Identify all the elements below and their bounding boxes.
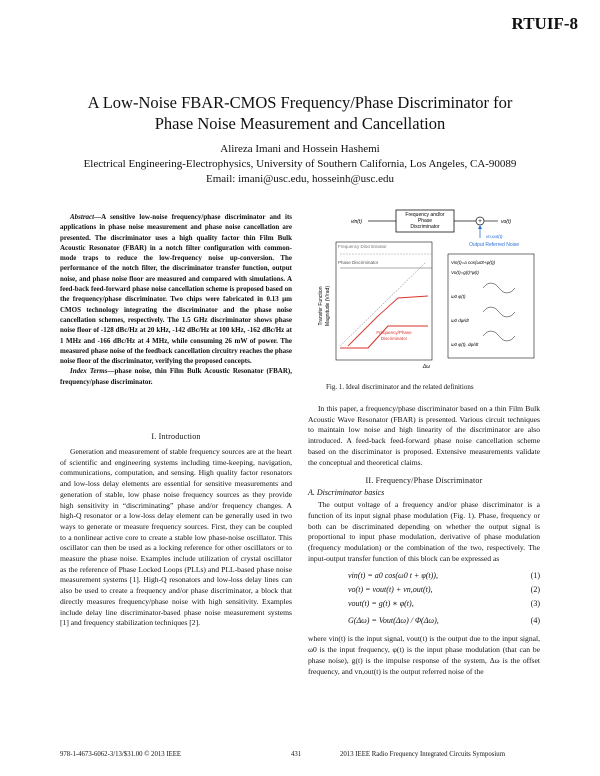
after-equation-text: where vin(t) is the input signal, vout(t) is the output due to the input signal, ω0 is the input frequency, φ(t) is the input phase modulation (that can be phase noise), g(t) is the impulse response of the system, Δω is the offset frequency, and vn,out(t) is the output referred noise of the xyxy=(308,634,540,676)
definition-5: ω0 φ(t), dφ/dt xyxy=(451,342,479,347)
index-terms-text: phase noise, thin Film Bulk Acoustic Resonator (FBAR), frequency/phase discriminator. xyxy=(60,367,292,386)
output-label: vo(t) xyxy=(501,219,511,225)
input-label: vin(t) xyxy=(350,219,362,225)
equations xyxy=(348,568,540,630)
footer-isbn: 978-1-4673-6062-3/13/$31.00 © 2013 IEEE xyxy=(60,751,182,758)
equation-3 xyxy=(348,596,540,610)
equation-2-number: (2) xyxy=(530,584,540,594)
equation-4-number: (4) xyxy=(530,615,540,625)
email: Email: imani@usc.edu, hosseinh@usc.edu xyxy=(206,173,394,185)
equation-4 xyxy=(348,610,540,630)
right-column xyxy=(308,404,540,677)
definition-4: ω0 dφ/dt xyxy=(451,318,469,323)
figure-1 xyxy=(308,206,540,386)
x-axis-label: Δω xyxy=(422,364,430,370)
equation-1-expr: vin(t) = a0 cos(ω0 t + φ(t)), xyxy=(348,570,438,580)
waveform-1 xyxy=(483,283,515,293)
footer-page-number: 431 xyxy=(291,751,302,758)
figure-1-caption: Fig. 1. Ideal discriminator and the related definitions xyxy=(326,383,474,391)
abstract-text: A sensitive low-noise frequency/phase discriminator and its applications in phase noise measurement and phase noise cancellation are presented. The discriminator uses a high quality factor thin Film Bulk Acoustic Resonator (FBAR) in a notch filter configuration with common-mode traps to reduce the low-frequency noise up-conversion. The performance of the notch filter, the discriminator transfer function, output noise, and phase noise floor are measured and compared with simulations. A feed-back feed-forward phase noise cancellation scheme is proposed based on the frequency/phase discriminator. Two chips were fabricated in 0.13 µm CMOS technology integrating the discriminator and the phase noise cancellation schemes, respectively. The 1.5 GHz discriminator shows phase noise floor of -128 dBc/Hz at 20 kHz, -142 dBc/Hz at 100 kHz, -162 dBc/Hz at 1 MHz and -166 dBc/Hz at 4 MHz, while consuming 26 mW of power. The measured phase noise of the feedback cancellation circuitry reaches the phase noise floor of the discriminator, verifying the proposed concepts. xyxy=(60,213,292,366)
definition-3: ω0 φ(t) xyxy=(451,294,466,299)
paper-id-tag: RTUIF-8 xyxy=(511,14,578,33)
definition-1: Vin(t)=a cos(ω0t+φ(t)) xyxy=(451,260,496,265)
section-2-text: The output voltage of a frequency and/or phase discriminator is a function of its input signal phase modulation (Fig. 1). Phase, frequency or both can be discriminated depending on whether the output signal is proportional to input phase modulation, derivative of phase modulation (frequency modulation) or the combination of the two, respectively. The input-output transfer function of this block can be expressed as xyxy=(308,500,540,563)
index-terms-label: Index Terms— xyxy=(70,367,115,376)
subsection-a-heading: A. Discriminator basics xyxy=(308,488,385,498)
plus-sign: + xyxy=(478,219,482,225)
equation-4-expr: G(Δω) = Vout(Δω) / Φ(Δω), xyxy=(348,615,439,625)
section-1-text: Generation and measurement of stable frequency sources are at the heart of scientific and engineering systems including time-keeping, navigation, communications, computation, and sensing. High quality factor resonators and low-loss delay elements are essential for sensitive measurements and generation of stable, low phase noise frequency sources as they provide high sensitivity in “discriminating” phase and/or frequency changes. A high-Q resonator or a low-loss delay element can be generally used in two ways to generate or measure frequency sources. First, they can be coupled to a nonlinear active core to create a stable low phase-noise oscillator. This oscillator can then be used as a locking reference for other oscillators or to measure the phase noise. Examples include utilization of crystal oscillator as the reference of Phase Locked Loops (PLLs) and PLL-based phase noise measurement systems [1]. High-Q resonators and low-loss delay lines can also be used to create a frequency and/or phase discriminator, a block that directly measures frequency/phase noise with high sensitivity. Examples include delay line discriminator-based phase noise measurement systems [1] and frequency stabilization techniques [2]. xyxy=(60,447,292,628)
block-label-2: Phase xyxy=(417,218,433,224)
section-1-heading: I. Introduction xyxy=(151,432,201,441)
section-1 xyxy=(60,432,292,629)
paper-title xyxy=(0,92,600,134)
equation-1 xyxy=(348,568,540,582)
phase-discriminator-label: Phase Discriminator xyxy=(338,260,379,265)
figure-1-diagram xyxy=(308,206,540,386)
authors: Alireza Imani and Hossein Hashemi xyxy=(220,143,380,155)
equation-2 xyxy=(348,582,540,596)
equation-2-expr: vo(t) = vout(t) + vn,out(t), xyxy=(348,584,433,594)
fp-disc-label-2: Discriminator xyxy=(380,336,408,341)
waveform-2 xyxy=(483,307,515,317)
footer-symposium: 2013 IEEE Radio Frequency Integrated Circuits Symposium xyxy=(340,751,505,758)
y-axis-label-2: Magnitude (V/rad) xyxy=(325,285,331,327)
affiliation: Electrical Engineering-Electrophysics, University of Southern California, Los Angeles, CA-90089 xyxy=(83,158,517,170)
block-label-1: Frequency and/or xyxy=(405,212,445,218)
noise-source-label: vn,out(t) xyxy=(486,234,503,239)
definition-2: Vo(t)=g(t)*φ(t) xyxy=(451,270,479,275)
abstract-label: Abstract— xyxy=(70,213,102,221)
block-label-3: Discriminator xyxy=(410,224,440,230)
intro-continuation: In this paper, a frequency/phase discriminator based on a thin Film Bulk Acoustic Wave Resonator (FBAR) is presented. Various circuit techniques to maintain low noise and high linearity of the discriminator are also introduced. A feed-back feed-forward phase noise cancellation scheme based on the discriminator is proposed. Extensive measurements validate the conceptual and theoretical claims. xyxy=(308,404,540,467)
frequency-discriminator-label: Frequency Discriminator xyxy=(338,244,387,249)
equation-3-number: (3) xyxy=(530,598,540,608)
section-2-heading: II. Frequency/Phase Discriminator xyxy=(365,476,483,486)
equation-3-expr: vout(t) = g(t) ∗ φ(t), xyxy=(348,598,414,608)
abstract xyxy=(60,212,292,387)
output-noise-label: Output Referred Noise xyxy=(468,242,520,248)
title-line-2: Phase Noise Measurement and Cancellation xyxy=(154,114,446,133)
fp-disc-label-1: Frequency/Phase xyxy=(376,330,412,335)
noise-arrow-head xyxy=(478,225,482,229)
waveform-3 xyxy=(483,331,515,341)
y-axis-label-1: Transfer Function xyxy=(318,286,324,326)
equation-1-number: (1) xyxy=(530,570,540,580)
title-line-1: A Low-Noise FBAR-CMOS Frequency/Phase Discriminator for xyxy=(87,93,513,112)
